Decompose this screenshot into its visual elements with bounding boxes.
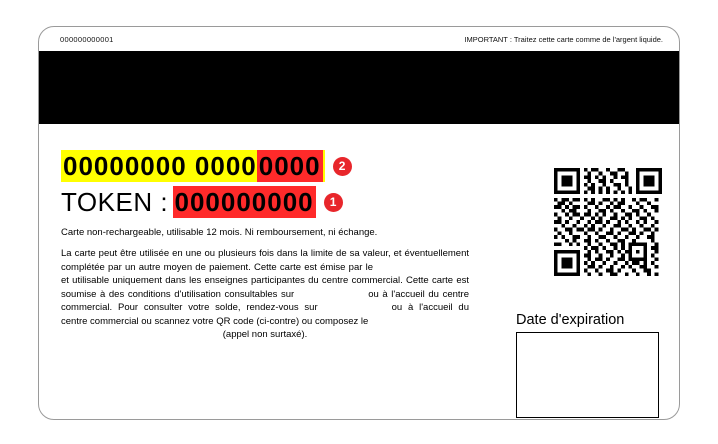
expiration-label: Date d'expiration xyxy=(516,312,625,328)
expiration-date-box xyxy=(516,332,659,418)
important-notice: IMPORTANT : Traitez cette carte comme de l'argent liquide. xyxy=(464,35,663,44)
card-body xyxy=(39,124,679,420)
gift-card xyxy=(38,26,680,420)
magnetic-stripe xyxy=(39,51,679,124)
long-terms-text xyxy=(61,247,469,342)
qr-code xyxy=(554,168,662,281)
short-terms-text: Carte non-rechargeable, utilisable 12 mois. Ni remboursement, ni échange. xyxy=(61,227,378,238)
card-number-plain-part: 00000000 0000 xyxy=(63,151,257,181)
long-terms-part-2: et utilisable uniquement dans les enseignes participantes du centre commercial. Cette carte est soumise à des conditions d'utilisation consultables sur xyxy=(61,275,469,300)
qr-code-image xyxy=(554,168,662,276)
serial-number: 000000000001 xyxy=(60,35,114,44)
long-terms-part-4: ou à l'accueil du centre commercial ou scannez votre QR code (ci-contre) ou composez le xyxy=(61,302,469,327)
token-row xyxy=(61,187,471,221)
callout-badge-2: 2 xyxy=(333,157,352,176)
card-header-row xyxy=(39,35,679,51)
card-left-column xyxy=(61,124,471,342)
token-label: TOKEN : xyxy=(61,187,169,217)
card-number-value xyxy=(61,150,325,182)
token-value: 000000000 xyxy=(174,187,314,217)
callout-badge-1: 1 xyxy=(324,193,343,212)
card-number-row xyxy=(61,151,471,185)
card-number-highlighted-part: 0000 xyxy=(258,151,321,181)
long-terms-part-5: (appel non surtaxé). xyxy=(222,329,308,340)
long-terms-part-3: ou à l'accueil du centre commercial. Pour consulter votre solde, rendez-vous sur xyxy=(61,288,469,313)
long-terms-part-1: La carte peut être utilisée en une ou plusieurs fois dans la limite de sa valeur, et éventuellement complétée par un autre moyen de paiement. Cette carte est émise par le xyxy=(61,248,469,273)
